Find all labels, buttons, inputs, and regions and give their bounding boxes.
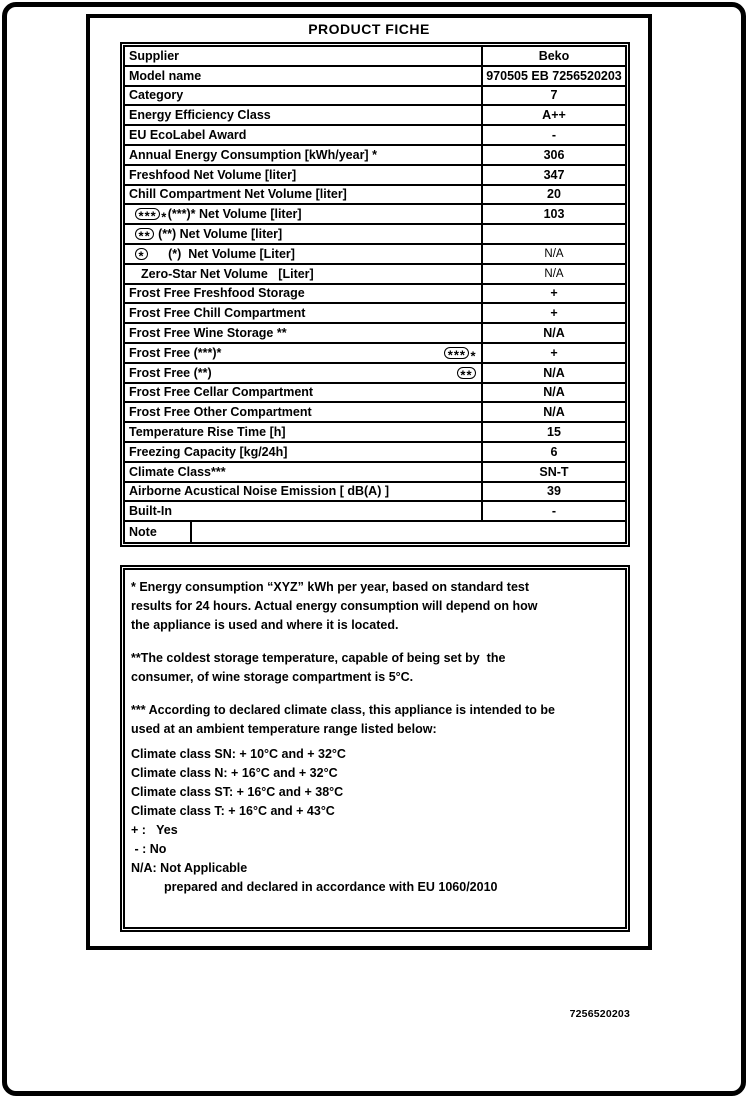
- row-value-cell: 347: [481, 166, 625, 184]
- row-value-cell: [481, 225, 625, 243]
- row-value-cell: 15: [481, 423, 625, 441]
- note-line: results for 24 hours. Actual energy consumption will depend on how: [131, 599, 538, 613]
- table-row: [125, 126, 625, 146]
- table-row: [125, 166, 625, 186]
- note-line: Climate class T: + 16°C and + 43°C: [131, 804, 335, 818]
- row-label-cell: [125, 423, 481, 441]
- table-row: [125, 304, 625, 324]
- row-label-cell: [125, 47, 481, 65]
- row-label-cell: [125, 87, 481, 105]
- row-value-cell: 20: [481, 186, 625, 204]
- table-row: [125, 502, 625, 522]
- row-label-text: Model name: [129, 68, 202, 83]
- table-row: [125, 225, 625, 245]
- row-label-cell: [125, 403, 481, 421]
- row-value-cell: +: [481, 344, 625, 362]
- two-star-icon: [457, 367, 476, 379]
- row-value-cell: N/A: [481, 265, 625, 283]
- note-line: - : No: [131, 842, 167, 856]
- row-label-cell: [125, 106, 481, 124]
- table-row: [125, 245, 625, 265]
- row-label-text: Zero-Star Net Volume [Liter]: [141, 266, 314, 281]
- row-value-cell: N/A: [481, 324, 625, 342]
- table-row: [125, 483, 625, 503]
- three-star-plus-icon: [135, 208, 167, 225]
- row-label-text: Built-In: [129, 504, 173, 519]
- row-value-cell: +: [481, 304, 625, 322]
- row-label-text: Climate Class***: [129, 464, 226, 479]
- row-label-cell: [125, 502, 481, 520]
- row-value-cell: 103: [481, 205, 625, 223]
- row-label-cell: [125, 265, 481, 283]
- row-label-text: EU EcoLabel Award: [129, 128, 247, 143]
- star-box-outline: [135, 248, 148, 260]
- note-line: **The coldest storage temperature, capable of being set by the: [131, 651, 506, 665]
- row-value-cell: -: [481, 502, 625, 520]
- row-label-cell: [125, 483, 481, 501]
- row-value-cell: 39: [481, 483, 625, 501]
- table-row: [125, 364, 625, 384]
- star-box-outline: [135, 208, 160, 220]
- footnotes-box: [120, 565, 630, 932]
- row-label-cell: [125, 146, 481, 164]
- star-glyph: *: [144, 228, 150, 241]
- row-label-text: Temperature Rise Time [h]: [129, 425, 286, 440]
- note-paragraph: [131, 578, 619, 635]
- row-value-cell: SN-T: [481, 463, 625, 481]
- table-row: [125, 186, 625, 206]
- star-box-outline: [135, 228, 154, 240]
- page-title: PRODUCT FICHE: [308, 21, 430, 37]
- star-glyph: *: [150, 208, 156, 221]
- two-star-icon: [135, 228, 154, 240]
- row-label-text: Supplier: [129, 48, 180, 63]
- row-value-cell: N/A: [481, 384, 625, 402]
- note-empty-cell: [192, 522, 625, 542]
- note-line: * Energy consumption “XYZ” kWh per year, based on standard test: [131, 580, 530, 594]
- star-glyph: *: [466, 367, 472, 379]
- row-label-text: Frost Free Other Compartment: [129, 405, 312, 420]
- star-glyph: *: [460, 367, 466, 379]
- row-value-cell: N/A: [481, 403, 625, 421]
- note-line: consumer, of wine storage compartment is 5°C.: [131, 670, 414, 684]
- table-row: [125, 265, 625, 285]
- row-label-cell: [125, 205, 481, 223]
- star-glyph: *: [459, 347, 465, 359]
- table-row: [125, 285, 625, 305]
- note-line: N/A: Not Applicable: [131, 861, 248, 875]
- row-value-cell: N/A: [481, 364, 625, 382]
- row-label-text: Energy Efficiency Class: [129, 108, 271, 123]
- star-glyph: *: [138, 208, 144, 221]
- star-box-outline: [444, 347, 469, 359]
- note-line: used at an ambient temperature range listed below:: [131, 722, 437, 736]
- three-star-plus-icon: [444, 347, 476, 364]
- row-value-cell: N/A: [481, 245, 625, 263]
- row-label-cell: [125, 443, 481, 461]
- row-label-text: (**) Net Volume [liter]: [158, 227, 283, 242]
- note-line: *** According to declared climate class, this appliance is intended to be: [131, 703, 555, 717]
- table-row: [125, 423, 625, 443]
- note-paragraph: [131, 745, 619, 897]
- note-line: Climate class ST: + 16°C and + 38°C: [131, 785, 344, 799]
- star-glyph: *: [138, 228, 144, 241]
- row-label-text: Freezing Capacity [kg/24h]: [129, 444, 288, 459]
- row-label-cell: [125, 166, 481, 184]
- row-label-cell: [125, 364, 481, 382]
- table-row: [125, 205, 625, 225]
- row-label-text: Frost Free (**): [129, 365, 212, 380]
- row-label-text: (***)* Net Volume [liter]: [167, 207, 302, 222]
- row-value-cell: -: [481, 126, 625, 144]
- star-glyph: *: [144, 208, 150, 221]
- row-label-cell: [125, 304, 481, 322]
- row-value-cell: +: [481, 285, 625, 303]
- one-star-icon: [135, 248, 148, 260]
- note-line: the appliance is used and where it is located.: [131, 618, 399, 632]
- note-line: Climate class N: + 16°C and + 32°C: [131, 766, 338, 780]
- table-row: [125, 47, 625, 67]
- document-page: [86, 14, 652, 950]
- row-label-text: Frost Free Freshfood Storage: [129, 286, 305, 301]
- row-value-cell: 970505 EB 7256520203: [481, 67, 625, 85]
- note-line: + : Yes: [131, 823, 178, 837]
- table-row: [125, 344, 625, 364]
- row-value-cell: A++: [481, 106, 625, 124]
- star-glyph: *: [453, 347, 459, 359]
- row-value-cell: 306: [481, 146, 625, 164]
- row-label-cell: [125, 384, 481, 402]
- row-label-text: Frost Free Cellar Compartment: [129, 385, 314, 400]
- row-label-cell: [125, 186, 481, 204]
- note-line: prepared and declared in accordance with EU 1060/2010: [164, 880, 498, 894]
- row-label-text: Freshfood Net Volume [liter]: [129, 167, 297, 182]
- document-code: 7256520203: [569, 1008, 630, 1020]
- table-row: [125, 463, 625, 483]
- row-label-cell: [125, 225, 481, 243]
- row-label-cell: [125, 344, 481, 362]
- star-glyph: *: [138, 248, 144, 260]
- row-label-text: Airborne Acustical Noise Emission [ dB(A) ]: [129, 484, 389, 499]
- star-box-outline: [457, 367, 476, 379]
- table-row: [125, 106, 625, 126]
- row-value-cell: 6: [481, 443, 625, 461]
- outside-star-glyph: *: [161, 209, 167, 225]
- row-label-cell: [125, 126, 481, 144]
- table-row: [125, 324, 625, 344]
- note-paragraph: [131, 649, 619, 687]
- row-label-text: Annual Energy Consumption [kWh/year] *: [129, 147, 377, 162]
- outside-star-glyph: *: [470, 348, 476, 364]
- star-glyph: *: [447, 347, 453, 359]
- row-label-cell: [125, 324, 481, 342]
- row-label-cell: [125, 285, 481, 303]
- row-value-cell: 7: [481, 87, 625, 105]
- table-row: [125, 384, 625, 404]
- note-line: Climate class SN: + 10°C and + 32°C: [131, 747, 346, 761]
- row-label-cell: [125, 245, 481, 263]
- row-label-text: Frost Free Wine Storage **: [129, 326, 287, 341]
- table-row: [125, 146, 625, 166]
- row-value-cell: Beko: [481, 47, 625, 65]
- note-paragraph: [131, 701, 619, 739]
- table-row: [125, 87, 625, 107]
- row-label-text: Chill Compartment Net Volume [liter]: [129, 187, 347, 202]
- product-fiche-table: [120, 42, 630, 547]
- row-label-text: Frost Free Chill Compartment: [129, 306, 306, 321]
- row-label-text: Category: [129, 88, 184, 103]
- row-label-text: Frost Free (***)*: [129, 345, 222, 360]
- table-row: [125, 443, 625, 463]
- row-label-cell: [125, 67, 481, 85]
- row-label-cell: [125, 463, 481, 481]
- row-label-text: Note: [129, 525, 157, 540]
- row-label-text: (*) Net Volume [Liter]: [168, 246, 295, 261]
- table-row: [125, 67, 625, 87]
- note-label-cell: [125, 522, 192, 542]
- table-row: [125, 403, 625, 423]
- table-row: [125, 522, 625, 542]
